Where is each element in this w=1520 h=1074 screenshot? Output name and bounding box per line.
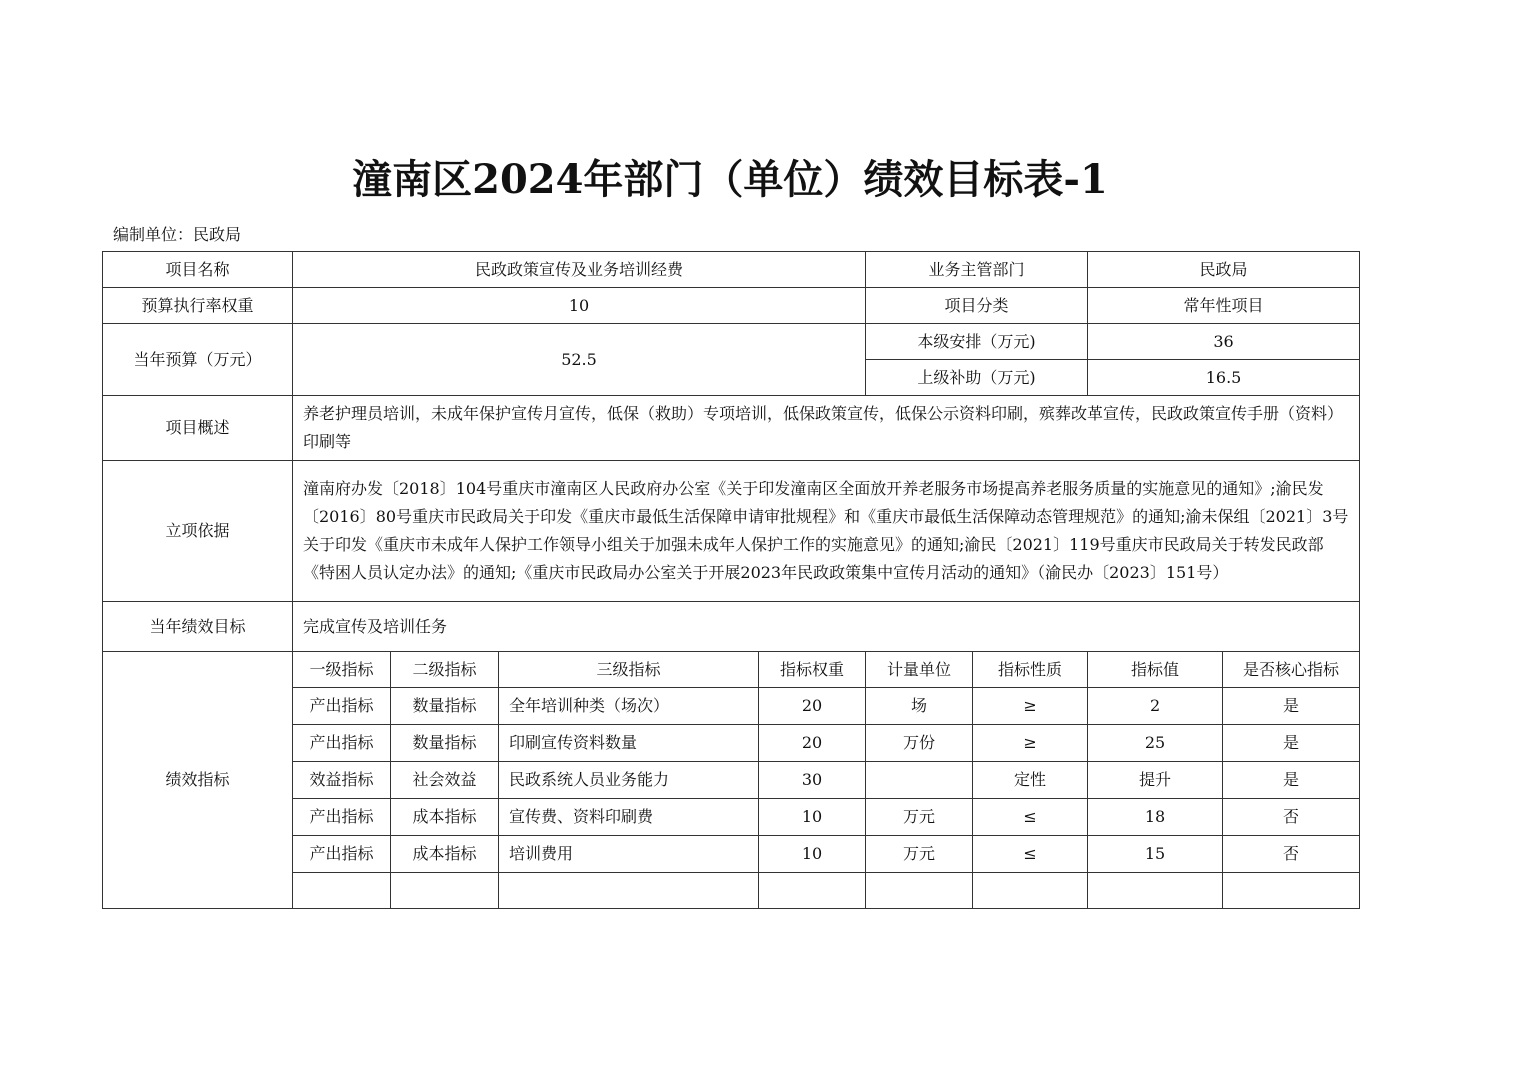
exec-weight: 10 <box>293 288 866 324</box>
category-label: 项目分类 <box>866 288 1088 324</box>
cell: 万元 <box>866 799 973 836</box>
cell: 产出指标 <box>293 799 391 836</box>
cell: 万元 <box>866 836 973 873</box>
cell: 全年培训种类（场次） <box>499 688 759 725</box>
cell: ≤ <box>973 799 1088 836</box>
cell: 是 <box>1223 688 1360 725</box>
cell: 印刷宣传资料数量 <box>499 725 759 762</box>
dept: 民政局 <box>1088 252 1360 288</box>
cell: 20 <box>759 725 866 762</box>
dept-label: 业务主管部门 <box>866 252 1088 288</box>
local-label: 本级安排（万元) <box>866 324 1088 360</box>
header-cell: 一级指标 <box>293 652 391 688</box>
basis-label: 立项依据 <box>103 461 293 602</box>
cell <box>759 873 866 909</box>
cell: 成本指标 <box>391 799 499 836</box>
cell: 2 <box>1088 688 1223 725</box>
cell: 定性 <box>973 762 1088 799</box>
cell: 民政系统人员业务能力 <box>499 762 759 799</box>
cell: 成本指标 <box>391 836 499 873</box>
basis: 潼南府办发〔2018〕104号重庆市潼南区人民政府办公室《关于印发潼南区全面放开养老服务市场提高养老服务质量的实施意见的通知》;渝民发〔2016〕80号重庆市民政局关于印发《重庆市最低生活保障申请审批规程》和《重庆市最低生活保障动态管理规范》的通知;渝未保组〔2021〕3号关于印发《重庆市未成年人保护工作领导小组关于加强未成年人保护工作的实施意见》的通知;渝民〔2021〕119号重庆市民政局关于转发民政部《特困人员认定办法》的通知;《重庆市民政局办公室关于开展2023年民政政策集中宣传月活动的通知》（渝民办〔2023〕151号） <box>293 461 1360 602</box>
compile-unit: 编制单位：民政局 <box>113 225 242 244</box>
cell: 产出指标 <box>293 836 391 873</box>
goal-label: 当年绩效目标 <box>103 602 293 652</box>
performance-table <box>102 251 1360 909</box>
category: 常年性项目 <box>1088 288 1360 324</box>
cell <box>866 762 973 799</box>
cell: 10 <box>759 799 866 836</box>
cell <box>866 873 973 909</box>
indicator-label: 绩效指标 <box>103 652 293 909</box>
cell: 否 <box>1223 836 1360 873</box>
cell: 18 <box>1088 799 1223 836</box>
cell <box>1088 873 1223 909</box>
cell: 产出指标 <box>293 688 391 725</box>
cell: ≥ <box>973 688 1088 725</box>
project-name: 民政政策宣传及业务培训经费 <box>293 252 866 288</box>
overview-label: 项目概述 <box>103 396 293 461</box>
header-cell: 是否核心指标 <box>1223 652 1360 688</box>
cell: 15 <box>1088 836 1223 873</box>
cell: 万份 <box>866 725 973 762</box>
header-cell: 指标权重 <box>759 652 866 688</box>
cell: 否 <box>1223 799 1360 836</box>
cell <box>1223 873 1360 909</box>
header-cell: 指标值 <box>1088 652 1223 688</box>
cell: 是 <box>1223 725 1360 762</box>
exec-weight-label: 预算执行率权重 <box>103 288 293 324</box>
cell <box>293 873 391 909</box>
cell: 30 <box>759 762 866 799</box>
page-title: 潼南区2024年部门（单位）绩效目标表-1 <box>352 156 1108 203</box>
cell: 10 <box>759 836 866 873</box>
superior: 16.5 <box>1088 360 1360 396</box>
overview: 养老护理员培训，未成年保护宣传月宣传，低保（救助）专项培训，低保政策宣传，低保公示资料印刷，殡葬改革宣传，民政政策宣传手册（资料）印刷等 <box>293 396 1360 461</box>
cell: 数量指标 <box>391 688 499 725</box>
budget: 52.5 <box>293 324 866 396</box>
cell: 场 <box>866 688 973 725</box>
cell: 宣传费、资料印刷费 <box>499 799 759 836</box>
cell: ≥ <box>973 725 1088 762</box>
superior-label: 上级补助（万元) <box>866 360 1088 396</box>
cell: 是 <box>1223 762 1360 799</box>
header-cell: 计量单位 <box>866 652 973 688</box>
cell: 效益指标 <box>293 762 391 799</box>
cell: 20 <box>759 688 866 725</box>
cell <box>391 873 499 909</box>
cell: 社会效益 <box>391 762 499 799</box>
goal: 完成宣传及培训任务 <box>293 602 1360 652</box>
header-cell: 二级指标 <box>391 652 499 688</box>
cell: ≤ <box>973 836 1088 873</box>
header-cell: 三级指标 <box>499 652 759 688</box>
cell: 数量指标 <box>391 725 499 762</box>
cell: 25 <box>1088 725 1223 762</box>
budget-label: 当年预算（万元） <box>103 324 293 396</box>
cell: 提升 <box>1088 762 1223 799</box>
cell: 产出指标 <box>293 725 391 762</box>
cell <box>973 873 1088 909</box>
header-cell: 指标性质 <box>973 652 1088 688</box>
project-name-label: 项目名称 <box>103 252 293 288</box>
cell <box>499 873 759 909</box>
cell: 培训费用 <box>499 836 759 873</box>
local: 36 <box>1088 324 1360 360</box>
